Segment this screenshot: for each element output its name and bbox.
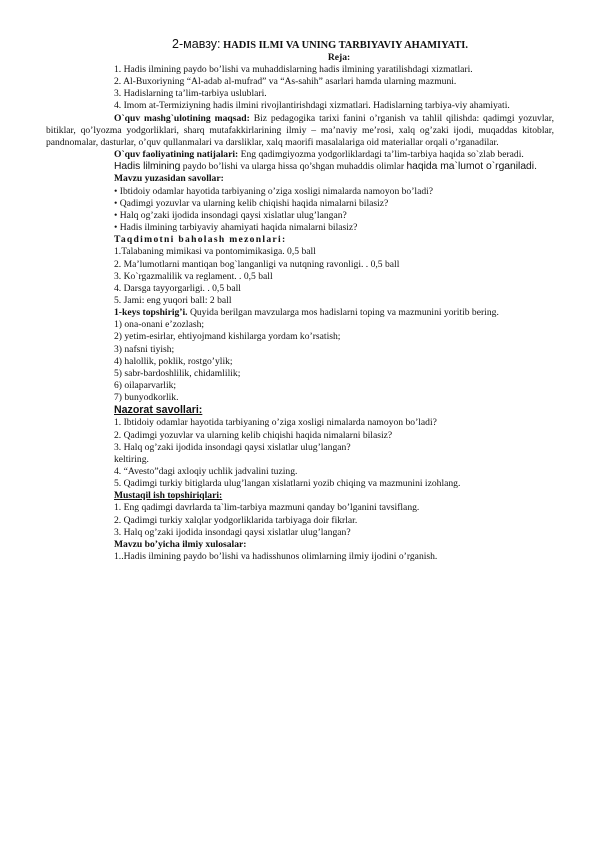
case-task-item: 1) ona-onani e’zozlash;: [114, 319, 205, 331]
control-questions-heading: Nazorat savollari:: [114, 404, 203, 417]
control-question-item: 2. Qadimgi yozuvlar va ularning kelib chiqishi haqida nimalarni bilasiz?: [114, 429, 393, 441]
case-task-item: 7) bunyodkorlik.: [114, 392, 179, 404]
lesson-results-text: Eng qadimgiyozma yodgorliklardagi ta’lim-tarbiya haqida so`zlab beradi.: [238, 149, 524, 161]
plan-item: 1. Hadis ilmining paydo bo’lishi va muhaddislarning hadis ilmining yaratilishdagi xizmatlari.: [114, 64, 473, 75]
conclusions-heading: Mavzu bo’yicha ilmiy xulosalar:: [114, 538, 247, 550]
control-question-item: 1. Ibtidoiy odamlar hayotida tarbiyaning o’ziga xosligi nimalarda namoyon bo’ladi?: [114, 417, 437, 429]
questions-heading: Mavzu yuzasidan savollar:: [114, 173, 224, 185]
case-task-item: 5) sabr-bardoshlilik, chidamlilik;: [114, 367, 241, 379]
independent-work-heading: Mustaqil ish topshiriqlari:: [114, 490, 223, 502]
control-question-item: keltiring.: [114, 453, 149, 465]
lesson-results-paragraph: [46, 149, 554, 161]
plan-item: 3. Hadislarning ta’lim-tarbiya uslublari.: [114, 88, 267, 100]
question-item: • Qadimgi yozuvlar va ularning kelib chiqishi haqida nimalarni bilasiz?: [114, 197, 389, 209]
independent-work-item: 3. Halq og’zaki ijodida insondagi qaysi xislatlar ulug’langan?: [114, 526, 351, 538]
case-task-label: 1-keys topshirig’i.: [114, 307, 188, 319]
hadis-intro-middle: paydo bo’lishi va ularga hissa qo’shgan muhaddis olimlar: [180, 161, 407, 173]
case-task-text: Quyida berilgan mavzularga mos hadislarni toping va mazmunini yoritib bering.: [187, 307, 499, 319]
case-task-paragraph: [46, 307, 554, 319]
independent-work-item: 2. Qadimgi turkiy xalqlar yodgorliklarida tarbiyaga doir fikrlar.: [114, 514, 358, 526]
page-title: [86, 38, 554, 52]
assessment-heading: Taqdimotni baholash mezonlari:: [114, 234, 287, 246]
topic-title: HADIS ILMI VA UNING TARBIYAVIY AHAMIYATI.: [220, 40, 468, 51]
assessment-item: 3. Ko`rgazmalilik va reglament. . 0,5 ball: [114, 270, 273, 282]
assessment-item: 1.Talabaning mimikasi va pontomimikasiga. 0,5 ball: [114, 246, 316, 258]
question-item: • Hadis ilmining tarbiyaviy ahamiyati haqida nimalarni bilasiz?: [114, 222, 358, 234]
conclusion-item: 1..Hadis ilmining paydo bo’lishi va hadisshunos olimlarning ilmiy ijodini o’rganish.: [114, 551, 438, 563]
question-item: • Ibtidoiy odamlar hayotida tarbiyaning o’ziga xosligi nimalarda namoyon bo’ladi?: [114, 185, 434, 197]
assessment-item: 5. Jami: eng yuqori ball: 2 ball: [114, 294, 232, 306]
case-task-item: 4) halollik, poklik, rostgo’ylik;: [114, 355, 233, 367]
plan-heading: Reja:: [327, 52, 351, 63]
case-task-item: 6) oilaparvarlik;: [114, 380, 177, 392]
lesson-goal-text: Biz pedagogika tarixi fanini o’rganish va tahlil qilishda: qadimgi yozuvlar, bitiklar, qo’lyozma yodgorliklari, sharq mutafakkirlarining ilmiy – ma’naviy me’rosi, xalq og’zaki ijodi, muqaddas kitoblar, pandnomalar, dasturlar, o’quv qullanmalari va darsliklar, xalq maorifi masalalariga oid materiallar orqali o’rganadilar.: [46, 112, 554, 148]
control-question-item: 4. “Avesto”dagi axloqiy uchlik jadvalini tuzing.: [114, 466, 298, 477]
plan-item: 2. Al-Buxoriyning “Al-adab al-mufrad” va “As-sahih” asarlari hamda ularning mazmuni.: [114, 76, 457, 88]
assessment-item: 2. Ma’lumotlarni mantiqan bog`langanligi va nutqning ravonligi. . 0,5 ball: [114, 258, 400, 270]
assessment-item: 4. Darsga tayyorgarligi. . 0,5 ball: [114, 282, 241, 294]
lesson-goal-paragraph: [46, 113, 554, 149]
plan-item: 4. Imom at-Termiziyning hadis ilmini rivojlantirishdagi xizmatlari. Hadislarning tarbiya-viy ahamiyati.: [114, 100, 510, 112]
lesson-results-label: O`quv faoliyatining natijalari:: [114, 149, 239, 161]
hadis-intro-end: haqida ma`lumot o`rganiladi.: [406, 161, 537, 173]
control-question-item: 3. Halq og’zaki ijodida insondagi qaysi xislatlar ulug’langan?: [114, 441, 351, 453]
case-task-item: 3) nafsni tiyish;: [114, 343, 175, 355]
hadis-intro-start: Hadis lilmining: [114, 161, 181, 173]
control-question-item: 5. Qadimgi turkiy bitiglarda ulug’langan xislatlarni yozib chiqing va mazmunini izohlang.: [114, 478, 461, 490]
question-item: • Halq og’zaki ijodida insondagi qaysi xislatlar ulug’langan?: [114, 209, 347, 221]
lesson-goal-label: O`quv mashg`ulotining maqsad:: [114, 112, 250, 124]
topic-number: 2-мавзу:: [172, 37, 221, 51]
case-task-item: 2) yetim-esirlar, ehtiyojmand kishilarga yordam ko’rsatish;: [114, 331, 341, 343]
hadis-intro-paragraph: [46, 161, 554, 173]
independent-work-item: 1. Eng qadimgi davrlarda ta`lim-tarbiya mazmuni qanday bo’lganini tavsiflang.: [114, 502, 420, 514]
